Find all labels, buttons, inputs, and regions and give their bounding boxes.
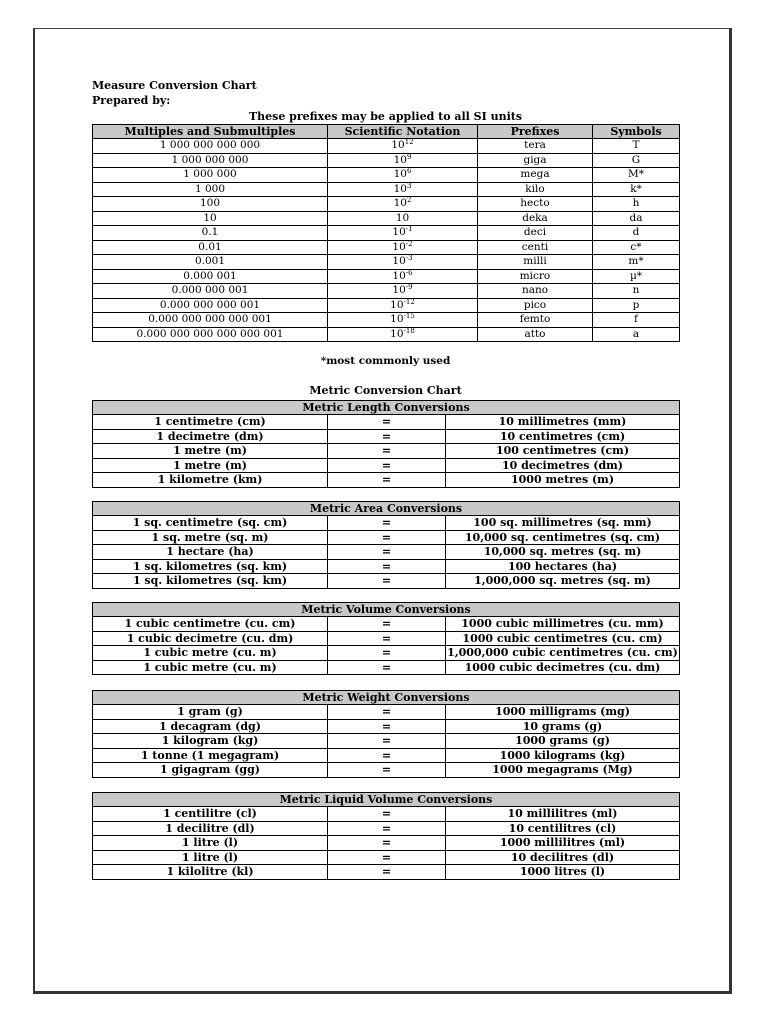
prefix-row bbox=[93, 313, 680, 328]
conversion-to: 1000 grams (g) bbox=[446, 734, 680, 749]
conversion-from: 1 hectare (ha) bbox=[93, 545, 328, 560]
prefix-row bbox=[93, 153, 680, 168]
scientific-notation-value bbox=[328, 313, 478, 328]
conversion-row bbox=[93, 429, 680, 444]
header-prefixes: Prefixes bbox=[478, 125, 593, 139]
notation-base: 10 bbox=[393, 168, 407, 181]
notation-base: 10 bbox=[395, 211, 410, 224]
conversion-to: 1000 litres (l) bbox=[446, 865, 680, 880]
conversion-row bbox=[93, 574, 680, 589]
conversion-row bbox=[93, 444, 680, 459]
conversion-row bbox=[93, 473, 680, 488]
equals-sign: = bbox=[328, 458, 446, 473]
conversion-from: 1 sq. metre (sq. m) bbox=[93, 530, 328, 545]
equals-sign: = bbox=[328, 660, 446, 675]
conversion-table bbox=[92, 690, 680, 778]
conversion-row bbox=[93, 545, 680, 560]
conversion-to: 1000 metres (m) bbox=[446, 473, 680, 488]
prefix-row bbox=[93, 327, 680, 342]
multiple-value: 0.000 000 000 000 000 001 bbox=[93, 327, 328, 342]
prefix-name: atto bbox=[478, 327, 593, 342]
conversion-row bbox=[93, 763, 680, 778]
conversion-row bbox=[93, 821, 680, 836]
prefix-table-caption: These prefixes may be applied to all SI units bbox=[248, 110, 523, 123]
header-symbols: Symbols bbox=[593, 125, 680, 139]
conversion-to: 1000 millilitres (ml) bbox=[446, 836, 680, 851]
scientific-notation-value bbox=[328, 284, 478, 299]
conversion-row bbox=[93, 660, 680, 675]
equals-sign: = bbox=[328, 516, 446, 531]
notation-base: 10 bbox=[390, 313, 404, 326]
multiple-value: 0.001 bbox=[93, 255, 328, 270]
conversion-from: 1 litre (l) bbox=[93, 850, 328, 865]
prefix-name: milli bbox=[478, 255, 593, 270]
conversion-row bbox=[93, 836, 680, 851]
equals-sign: = bbox=[328, 719, 446, 734]
notation-base: 10 bbox=[390, 327, 404, 340]
conversion-to: 10,000 sq. metres (sq. m) bbox=[446, 545, 680, 560]
conversion-table-header-row bbox=[93, 603, 680, 617]
prefix-symbol: a bbox=[593, 327, 680, 342]
conversion-table bbox=[92, 792, 680, 880]
conversion-from: 1 gigagram (gg) bbox=[93, 763, 328, 778]
notation-base: 10 bbox=[392, 240, 406, 253]
scientific-notation-value bbox=[328, 298, 478, 313]
scientific-notation-value bbox=[328, 153, 478, 168]
prefix-row bbox=[93, 197, 680, 212]
multiple-value: 0.1 bbox=[93, 226, 328, 241]
conversion-to: 10 millilitres (ml) bbox=[446, 807, 680, 822]
equals-sign: = bbox=[328, 836, 446, 851]
header-multiples: Multiples and Submultiples bbox=[93, 125, 328, 139]
conversion-row bbox=[93, 415, 680, 430]
equals-sign: = bbox=[328, 734, 446, 749]
equals-sign: = bbox=[328, 617, 446, 632]
conversion-to: 10 decimetres (dm) bbox=[446, 458, 680, 473]
multiple-value: 1 000 000 000 000 bbox=[93, 139, 328, 154]
conversion-to: 10 grams (g) bbox=[446, 719, 680, 734]
notation-exponent: 2 bbox=[406, 196, 412, 205]
conversion-table-title: Metric Area Conversions bbox=[93, 502, 680, 516]
prefix-row bbox=[93, 298, 680, 313]
notation-exponent: -3 bbox=[405, 254, 413, 263]
prefix-name: tera bbox=[478, 139, 593, 154]
prefix-row bbox=[93, 139, 680, 154]
prefix-name: hecto bbox=[478, 197, 593, 212]
equals-sign: = bbox=[328, 631, 446, 646]
notation-base: 10 bbox=[393, 182, 407, 195]
equals-sign: = bbox=[328, 850, 446, 865]
notation-base: 10 bbox=[392, 269, 406, 282]
prefix-row bbox=[93, 211, 680, 226]
multiple-value: 0.000 000 001 bbox=[93, 284, 328, 299]
multiple-value: 10 bbox=[93, 211, 328, 226]
conversion-from: 1 tonne (1 megagram) bbox=[93, 748, 328, 763]
equals-sign: = bbox=[328, 865, 446, 880]
conversion-row bbox=[93, 734, 680, 749]
equals-sign: = bbox=[328, 530, 446, 545]
conversion-row bbox=[93, 559, 680, 574]
prefix-symbol: f bbox=[593, 313, 680, 328]
conversion-to: 100 sq. millimetres (sq. mm) bbox=[446, 516, 680, 531]
prefix-table-header-row bbox=[93, 125, 680, 139]
conversion-row bbox=[93, 646, 680, 661]
conversion-table-header-row bbox=[93, 793, 680, 807]
notation-base: 10 bbox=[391, 139, 405, 152]
multiple-value: 100 bbox=[93, 197, 328, 212]
multiple-value: 0.000 000 000 001 bbox=[93, 298, 328, 313]
scientific-notation-value bbox=[328, 226, 478, 241]
prefix-symbol: µ* bbox=[593, 269, 680, 284]
conversion-from: 1 sq. centimetre (sq. cm) bbox=[93, 516, 328, 531]
conversion-to: 10 centimetres (cm) bbox=[446, 429, 680, 444]
document-title: Measure Conversion Chart bbox=[92, 79, 257, 92]
multiple-value: 0.000 000 000 000 001 bbox=[93, 313, 328, 328]
prefix-name: pico bbox=[478, 298, 593, 313]
conversion-to: 100 centimetres (cm) bbox=[446, 444, 680, 459]
multiple-value: 1 000 000 bbox=[93, 168, 328, 183]
scientific-notation-value bbox=[328, 168, 478, 183]
equals-sign: = bbox=[328, 821, 446, 836]
conversion-row bbox=[93, 631, 680, 646]
prepared-by-label: Prepared by: bbox=[92, 94, 171, 107]
conversion-row bbox=[93, 865, 680, 880]
notation-exponent: -18 bbox=[403, 326, 415, 335]
conversion-from: 1 cubic centimetre (cu. cm) bbox=[93, 617, 328, 632]
notation-exponent: -15 bbox=[403, 312, 415, 321]
notation-exponent: 3 bbox=[406, 181, 412, 190]
conversion-row bbox=[93, 705, 680, 720]
conversion-to: 1000 cubic centimetres (cu. cm) bbox=[446, 631, 680, 646]
conversion-from: 1 sq. kilometres (sq. km) bbox=[93, 574, 328, 589]
conversion-from: 1 cubic metre (cu. m) bbox=[93, 660, 328, 675]
scientific-notation-value bbox=[328, 240, 478, 255]
prefix-name: nano bbox=[478, 284, 593, 299]
equals-sign: = bbox=[328, 473, 446, 488]
prefix-symbol: M* bbox=[593, 168, 680, 183]
conversion-table-header-row bbox=[93, 502, 680, 516]
conversion-table-title: Metric Length Conversions bbox=[93, 401, 680, 415]
prefix-name: kilo bbox=[478, 182, 593, 197]
prefix-row bbox=[93, 182, 680, 197]
multiple-value: 0.000 001 bbox=[93, 269, 328, 284]
prefix-symbol: n bbox=[593, 284, 680, 299]
equals-sign: = bbox=[328, 415, 446, 430]
si-prefix-table bbox=[92, 124, 680, 342]
conversion-from: 1 centilitre (cl) bbox=[93, 807, 328, 822]
notation-exponent: 6 bbox=[406, 167, 412, 176]
conversion-to: 1,000,000 sq. metres (sq. m) bbox=[446, 574, 680, 589]
prefix-symbol: k* bbox=[593, 182, 680, 197]
notation-exponent: 9 bbox=[406, 152, 412, 161]
conversion-table-title: Metric Volume Conversions bbox=[93, 603, 680, 617]
conversion-row bbox=[93, 617, 680, 632]
conversion-table bbox=[92, 501, 680, 589]
conversion-from: 1 cubic metre (cu. m) bbox=[93, 646, 328, 661]
equals-sign: = bbox=[328, 705, 446, 720]
prefix-name: micro bbox=[478, 269, 593, 284]
conversion-table-header-row bbox=[93, 691, 680, 705]
equals-sign: = bbox=[328, 807, 446, 822]
conversion-table-title: Metric Weight Conversions bbox=[93, 691, 680, 705]
equals-sign: = bbox=[328, 429, 446, 444]
conversion-from: 1 centimetre (cm) bbox=[93, 415, 328, 430]
conversion-to: 1000 milligrams (mg) bbox=[446, 705, 680, 720]
conversion-from: 1 decilitre (dl) bbox=[93, 821, 328, 836]
scientific-notation-value bbox=[328, 255, 478, 270]
prefix-name: giga bbox=[478, 153, 593, 168]
conversion-from: 1 gram (g) bbox=[93, 705, 328, 720]
scientific-notation-value bbox=[328, 139, 478, 154]
conversion-to: 1000 cubic decimetres (cu. dm) bbox=[446, 660, 680, 675]
conversion-to: 1000 cubic millimetres (cu. mm) bbox=[446, 617, 680, 632]
notation-exponent: -6 bbox=[405, 268, 413, 277]
conversion-from: 1 metre (m) bbox=[93, 458, 328, 473]
conversion-from: 1 decagram (dg) bbox=[93, 719, 328, 734]
notation-exponent: 12 bbox=[404, 138, 414, 147]
scientific-notation-value bbox=[328, 182, 478, 197]
prefix-symbol: da bbox=[593, 211, 680, 226]
equals-sign: = bbox=[328, 559, 446, 574]
conversion-row bbox=[93, 516, 680, 531]
equals-sign: = bbox=[328, 444, 446, 459]
equals-sign: = bbox=[328, 545, 446, 560]
conversion-row bbox=[93, 530, 680, 545]
notation-base: 10 bbox=[393, 197, 407, 210]
conversion-table bbox=[92, 602, 680, 675]
scientific-notation-value bbox=[328, 211, 478, 226]
notation-exponent: -1 bbox=[405, 225, 413, 234]
scientific-notation-value bbox=[328, 327, 478, 342]
conversion-from: 1 decimetre (dm) bbox=[93, 429, 328, 444]
prefix-symbol: p bbox=[593, 298, 680, 313]
prefix-row bbox=[93, 240, 680, 255]
prefix-name: mega bbox=[478, 168, 593, 183]
scientific-notation-value bbox=[328, 269, 478, 284]
notation-base: 10 bbox=[392, 284, 406, 297]
document-page bbox=[33, 28, 732, 994]
prefix-name: femto bbox=[478, 313, 593, 328]
conversion-table bbox=[92, 400, 680, 488]
equals-sign: = bbox=[328, 763, 446, 778]
prefix-symbol: h bbox=[593, 197, 680, 212]
notation-exponent: -12 bbox=[403, 297, 415, 306]
conversion-from: 1 litre (l) bbox=[93, 836, 328, 851]
prefix-row bbox=[93, 269, 680, 284]
notation-base: 10 bbox=[393, 153, 407, 166]
conversion-row bbox=[93, 719, 680, 734]
prefix-row bbox=[93, 255, 680, 270]
conversion-row bbox=[93, 748, 680, 763]
prefix-symbol: T bbox=[593, 139, 680, 154]
conversion-from: 1 cubic decimetre (cu. dm) bbox=[93, 631, 328, 646]
footnote: *most commonly used bbox=[320, 355, 451, 367]
conversion-from: 1 kilometre (km) bbox=[93, 473, 328, 488]
conversion-from: 1 kilolitre (kl) bbox=[93, 865, 328, 880]
conversion-to: 10 decilitres (dl) bbox=[446, 850, 680, 865]
header-scientific-notation: Scientific Notation bbox=[328, 125, 478, 139]
conversion-from: 1 kilogram (kg) bbox=[93, 734, 328, 749]
scientific-notation-value bbox=[328, 197, 478, 212]
conversion-to: 10 centilitres (cl) bbox=[446, 821, 680, 836]
conversion-to: 1000 megagrams (Mg) bbox=[446, 763, 680, 778]
conversion-table-title: Metric Liquid Volume Conversions bbox=[93, 793, 680, 807]
notation-base: 10 bbox=[392, 226, 406, 239]
prefix-row bbox=[93, 168, 680, 183]
prefix-row bbox=[93, 226, 680, 241]
prefix-row bbox=[93, 284, 680, 299]
prefix-symbol: m* bbox=[593, 255, 680, 270]
notation-exponent: -2 bbox=[405, 239, 413, 248]
prefix-table-body bbox=[93, 139, 680, 342]
notation-base: 10 bbox=[392, 255, 406, 268]
multiple-value: 1 000 bbox=[93, 182, 328, 197]
prefix-symbol: d bbox=[593, 226, 680, 241]
conversion-to: 1000 kilograms (kg) bbox=[446, 748, 680, 763]
metric-chart-title: Metric Conversion Chart bbox=[309, 384, 462, 397]
notation-exponent: -9 bbox=[405, 283, 413, 292]
conversion-to: 10,000 sq. centimetres (sq. cm) bbox=[446, 530, 680, 545]
multiple-value: 0.01 bbox=[93, 240, 328, 255]
prefix-symbol: G bbox=[593, 153, 680, 168]
conversion-row bbox=[93, 458, 680, 473]
prefix-symbol: c* bbox=[593, 240, 680, 255]
equals-sign: = bbox=[328, 646, 446, 661]
conversion-from: 1 metre (m) bbox=[93, 444, 328, 459]
conversion-table-header-row bbox=[93, 401, 680, 415]
prefix-name: deci bbox=[478, 226, 593, 241]
conversion-to: 100 hectares (ha) bbox=[446, 559, 680, 574]
multiple-value: 1 000 000 000 bbox=[93, 153, 328, 168]
notation-base: 10 bbox=[390, 298, 404, 311]
conversion-to: 10 millimetres (mm) bbox=[446, 415, 680, 430]
equals-sign: = bbox=[328, 574, 446, 589]
prefix-name: deka bbox=[478, 211, 593, 226]
conversion-to: 1,000,000 cubic centimetres (cu. cm) bbox=[447, 646, 678, 659]
conversion-from: 1 sq. kilometres (sq. km) bbox=[93, 559, 328, 574]
conversion-row bbox=[93, 850, 680, 865]
conversion-row bbox=[93, 807, 680, 822]
equals-sign: = bbox=[328, 748, 446, 763]
prefix-name: centi bbox=[478, 240, 593, 255]
